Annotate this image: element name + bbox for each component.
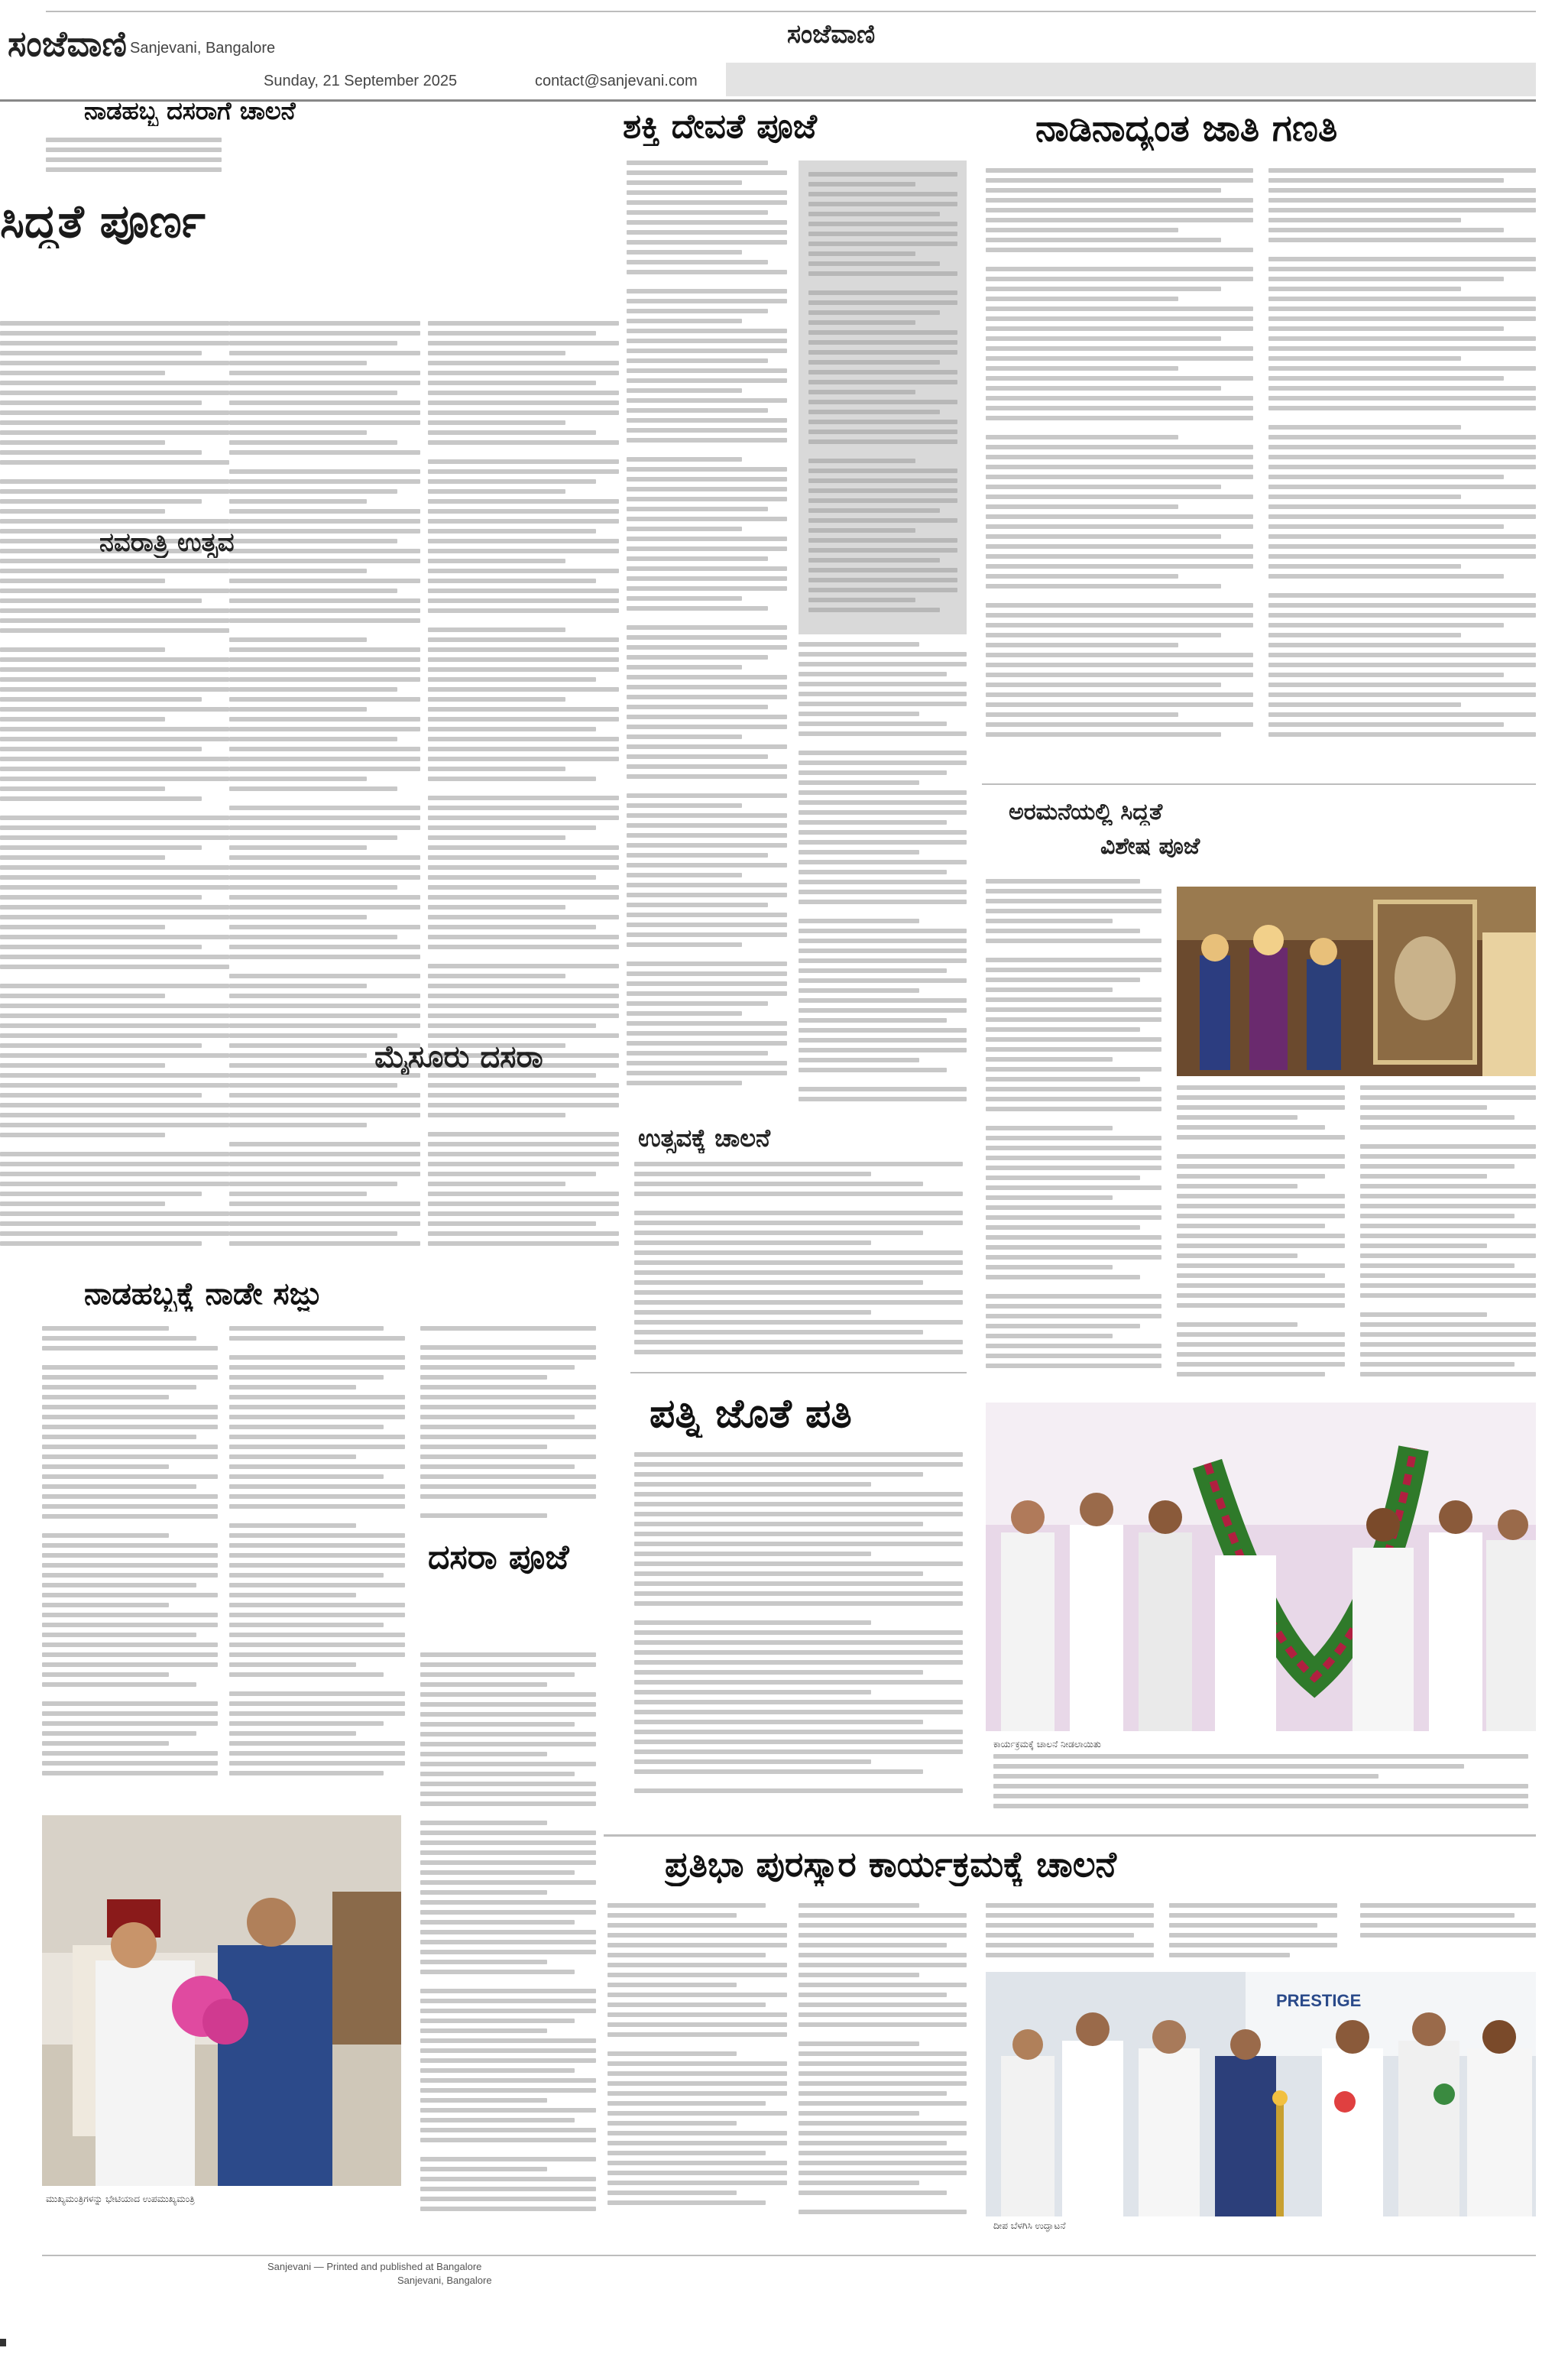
rule-right-top	[982, 783, 1536, 785]
article-bottom-col4	[1169, 1903, 1337, 1964]
caption-garland: ಕಾರ್ಯಕ್ರಮಕ್ಕೆ ಚಾಲನೆ ನೀಡಲಾಯಿತು	[993, 1739, 1101, 1749]
article-right-mid-col3	[1360, 1085, 1536, 1383]
masthead-band	[726, 63, 1536, 96]
article-bottom-col3	[986, 1903, 1154, 1964]
caption-garland-lines	[993, 1754, 1528, 1815]
masthead-brand: ಸಂಜೆವಾಣಿ	[8, 24, 127, 63]
rule-bottom-banner	[604, 1834, 1536, 1837]
article-left-lower-col2	[229, 1326, 405, 1792]
masthead-date: Sunday, 21 September 2025	[264, 73, 458, 89]
headline-lead: ಸಿದ್ಧತೆ ಪೂರ್ಣ	[0, 195, 206, 248]
article-top-left-col1	[46, 138, 222, 183]
article-center-lower	[634, 1452, 963, 1804]
page-number-marker	[0, 2339, 6, 2346]
article-small-box-col	[420, 1643, 596, 2224]
sidebar-grey-text	[808, 172, 957, 623]
article-right-mid-col1	[986, 879, 1161, 1383]
photo-garland-event	[986, 1403, 1536, 1731]
article-lead-col4	[627, 161, 787, 1101]
article-lead-col2	[229, 321, 420, 1261]
footer-rule	[42, 2255, 1536, 2256]
caption-lamp: ದೀಪ ಬೆಳಗಿಸಿ ಉದ್ಘಾಟನೆ	[993, 2220, 1066, 2231]
headline-small-box: ದಸರಾ ಪೂಜೆ	[428, 1538, 569, 1577]
masthead-city: Sanjevani, Bangalore	[130, 40, 276, 57]
headline-center-small: ಉತ್ಸವಕ್ಕೆ ಚಾಲನೆ	[638, 1124, 771, 1153]
headline-mid-center: ಮೈಸೂರು ದಸರಾ	[374, 1039, 543, 1075]
article-center-small	[634, 1162, 963, 1360]
article-right-mid-col2	[1177, 1085, 1345, 1383]
headline-mid-left: ನವರಾತ್ರಿ ಉತ್ಸವ	[99, 527, 235, 558]
article-lead-col1	[0, 321, 229, 1261]
article-right-top-col2	[1268, 168, 1536, 749]
masthead-top-rule	[46, 11, 1536, 12]
headline-left-lower: ನಾಡಹಬ್ಬಕ್ಕೆ ನಾಡೇ ಸಜ್ಜು	[84, 1276, 322, 1312]
article-bottom-col2	[799, 1903, 967, 2224]
article-center-under-box	[799, 642, 967, 1116]
photo-palace-ceremony	[1177, 887, 1536, 1076]
article-lead-col3	[428, 321, 619, 1261]
masthead-email: contact@sanjevani.com	[535, 73, 698, 89]
photo-lamp-lighting	[986, 1972, 1536, 2216]
article-left-lower-col3	[420, 1326, 596, 1525]
headline-right-top: ನಾಡಿನಾದ್ಯಂತ ಜಾತಿ ಗಣತಿ	[1035, 107, 1338, 150]
article-bottom-col1	[607, 1903, 787, 2224]
headline-right-mid-sub: ವಿಶೇಷ ಪೂಜೆ	[1100, 833, 1200, 860]
headline-top-left: ನಾಡಹಬ್ಬ ದಸರಾಗೆ ಚಾಲನೆ	[84, 96, 296, 125]
footer-line2: Sanjevani, Bangalore	[397, 2275, 492, 2286]
article-left-lower-col1	[42, 1326, 218, 1792]
svg-text:PRESTIGE: PRESTIGE	[1276, 1991, 1362, 2010]
headline-center-top: ಶಕ್ತಿ ದೇವತೆ ಪೂಜೆ	[623, 107, 817, 146]
article-bottom-col5	[1360, 1903, 1536, 1949]
masthead-section: ಸಂಜೆವಾಣಿ	[787, 20, 876, 49]
headline-right-mid: ಅರಮನೆಯಲ್ಲಿ ಸಿದ್ಧತೆ	[1009, 799, 1163, 825]
headline-bottom-banner: ಪ್ರತಿಭಾ ಪುರಸ್ಕಾರ ಕಾರ್ಯಕ್ರಮಕ್ಕೆ ಚಾಲನೆ	[665, 1844, 1116, 1885]
rule-center-small	[630, 1372, 967, 1373]
article-right-top-col1	[986, 168, 1253, 749]
headline-center-lower: ಪತ್ನಿ ಜೊತೆ ಪತಿ	[650, 1391, 852, 1437]
photo-dignitaries-meeting	[42, 1815, 401, 2186]
caption-dignitaries: ಮುಖ್ಯಮಂತ್ರಿಗಳನ್ನು ಭೇಟಿಯಾದ ಉಪಮುಖ್ಯಮಂತ್ರಿ	[46, 2194, 195, 2204]
footer-line1: Sanjevani — Printed and published at Bangalore	[267, 2261, 482, 2272]
